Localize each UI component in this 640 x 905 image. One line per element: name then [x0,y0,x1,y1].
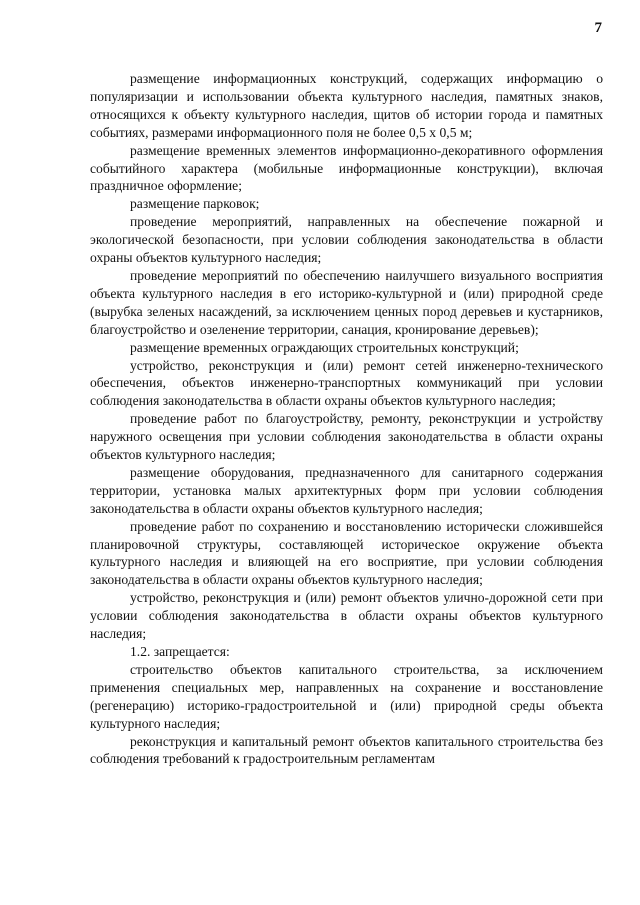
paragraph-2: размещение временных элементов информационно-декоративного оформления событийного характера (мобильные информационные конструкции), включая праздничное оформление; [90,142,603,194]
paragraph-14: реконструкция и капитальный ремонт объектов капитального строительства без соблюдения требований к градостроительным регламентам [90,733,603,767]
paragraph-13: строительство объектов капитального строительства, за исключением применения специальных мер, направленных на сохранение и восстановление (регенерацию) историко-градостроительной и (или) природной среды объекта культурного наследия; [90,661,603,731]
paragraph-7: устройство, реконструкция и (или) ремонт сетей инженерно-технического обеспечения, объектов инженерно-транспортных коммуникаций при условии соблюдения законодательства в области охраны объектов культурного наследия; [90,357,603,409]
paragraph-11: устройство, реконструкция и (или) ремонт объектов улично-дорожной сети при условии соблюдения законодательства в области охраны объектов культурного наследия; [90,590,603,642]
paragraph-10: проведение работ по сохранению и восстановлению исторически сложившейся планировочной структуры, составляющей историческое окружение объекта культурного наследия и влияющей на его восприятие, при условии соблюдения законодательства в области охраны объектов культурного наследия; [90,518,603,588]
paragraph-6: размещение временных ограждающих строительных конструкций; [130,339,519,355]
paragraph-3: размещение парковок; [130,196,260,212]
paragraph-4: проведение мероприятий, направленных на обеспечение пожарной и экологической безопасности, при условии соблюдения законодательства в области охраны объектов культурного наследия; [90,214,603,266]
paragraph-1: размещение информационных конструкций, содержащих информацию о популяризации и использовании объекта культурного наследия, памятных знаков, относящихся к объекту культурного наследия, щитов об истории города и памятных событиях, размерами информационного поля не более 0,5 х 0,5 м; [90,71,603,140]
page-number: 7 [594,20,602,36]
paragraph-5: проведение мероприятий по обеспечению наилучшего визуального восприятия объекта культурного наследия в его историко-культурной и (или) природной среде (вырубка зеленых насаждений, за исключением ценных пород деревьев и кустарников, благоустройство и озеленение территории, санация, кронирование деревьев); [90,267,603,337]
section-heading-1-2: 1.2. запрещается: [130,644,230,659]
paragraph-8: проведение работ по благоустройству, ремонту, реконструкции и устройству наружного освещения при условии соблюдения законодательства в области охраны объектов культурного наследия; [90,411,603,463]
paragraph-9: размещение оборудования, предназначенного для санитарного содержания территории, установка малых архитектурных форм при условии соблюдения законодательства в области охраны объектов культурного наследия; [90,464,603,516]
document-body [90,70,603,768]
